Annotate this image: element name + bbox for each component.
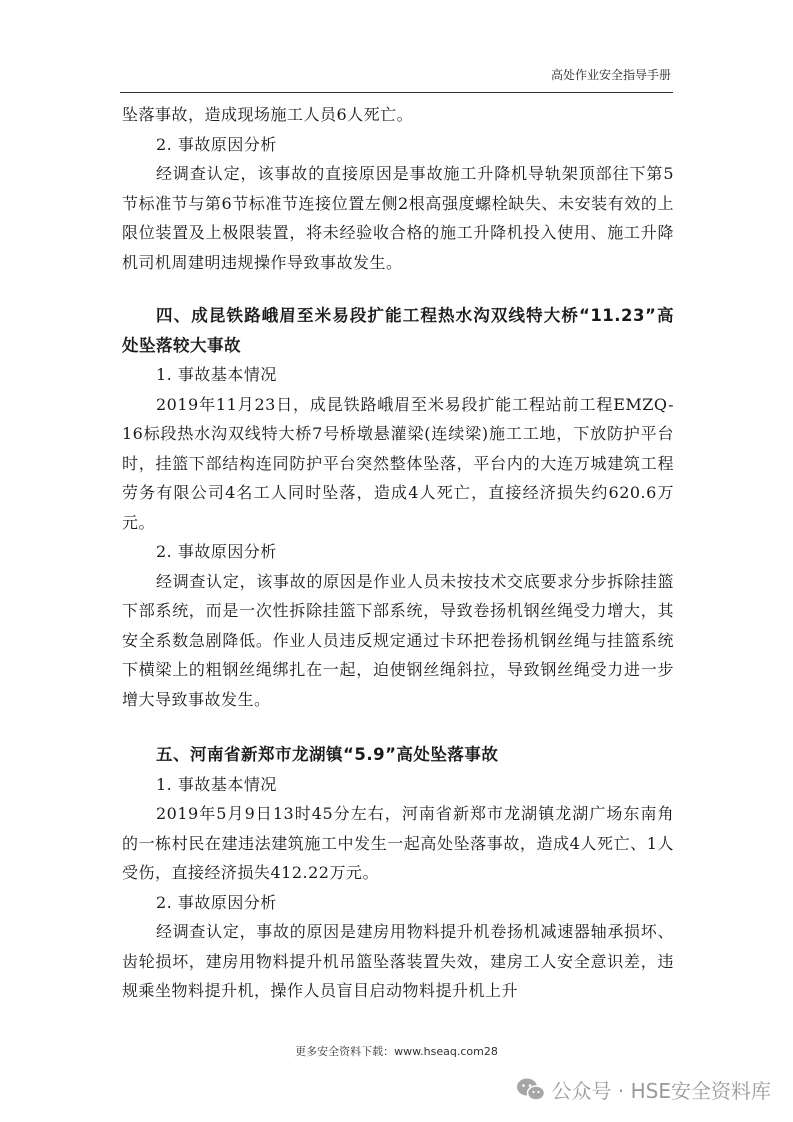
header-title: 高处作业安全指导手册	[550, 68, 671, 82]
paragraph: 经调查认定，事故的原因是建房用物料提升机卷扬机减速器轴承损坏、齿轮损坏，建房用物料提升机吊篮坠落装置失效，建房工人安全意识差，违规乘坐物料提升机，操作人员盲目启动物料提升机上升	[122, 922, 674, 1000]
paragraph: 经调查认定，该事故的原因是作业人员未按技术交底要求分步拆除挂篮下部系统，而是一次性拆除挂篮下部系统，导致卷扬机钢丝绳受力增大，其安全系数急剧降低。作业人员违反规定通过卡环把卷扬机钢丝绳与挂篮系统下横梁上的粗钢丝绳绑扎在一起，迫使钢丝绳斜拉，导致钢丝绳受力进一步增大导致事故发生。	[122, 571, 674, 709]
subheading: 1. 事故基本情况	[156, 365, 277, 384]
subheading: 1. 事故基本情况	[156, 774, 277, 794]
wechat-icon	[516, 1077, 546, 1103]
paragraph: 2019年5月9日13时45分左右，河南省新郑市龙湖镇龙湖广场东南角的一栋村民在建违法建筑施工中发生一起高处坠落事故，造成4人死亡、1人受伤，直接经济损失412.22万元。	[122, 804, 674, 882]
header-rule	[120, 92, 673, 93]
section-heading: 五、河南省新郑市龙湖镇“5.9”高处坠落事故	[156, 745, 499, 764]
watermark	[516, 1075, 771, 1104]
paragraph: 经调查认定，该事故的直接原因是事故施工升降机导轨架顶部往下第5节标准节与第6节标准节连接位置左侧2根高强度螺栓缺失、未安装有效的上限位装置及上极限装置，将未经验收合格的施工升降机投入使用、施工升降机司机周建明违规操作导致事故发生。	[122, 164, 674, 272]
watermark-text: 公众号 · HSE安全资料库	[551, 1079, 771, 1103]
footer-download-text: 更多安全资料下载：www.hseaq.com28	[295, 1045, 498, 1058]
subheading: 2. 事故原因分析	[156, 134, 277, 154]
subheading: 2. 事故原因分析	[156, 542, 277, 561]
section-heading: 四、成昆铁路峨眉至米易段扩能工程热水沟双线特大桥“11.23”高处坠落较大事故	[122, 306, 674, 355]
paragraph: 坠落事故，造成现场施工人员6人死亡。	[122, 105, 414, 124]
subheading: 2. 事故原因分析	[156, 892, 277, 912]
paragraph: 2019年11月23日，成昆铁路峨眉至米易段扩能工程站前工程EMZQ-16标段热水沟双线特大桥7号桥墩悬灌梁(连续梁)施工工地，下放防护平台时，挂篮下部结构连同防护平台突然整体坠落，平台内的大连万城建筑工程劳务有限公司4名工人同时坠落，造成4人死亡，直接经济损失约620.6万元。	[122, 394, 674, 532]
document-body	[122, 100, 674, 1006]
